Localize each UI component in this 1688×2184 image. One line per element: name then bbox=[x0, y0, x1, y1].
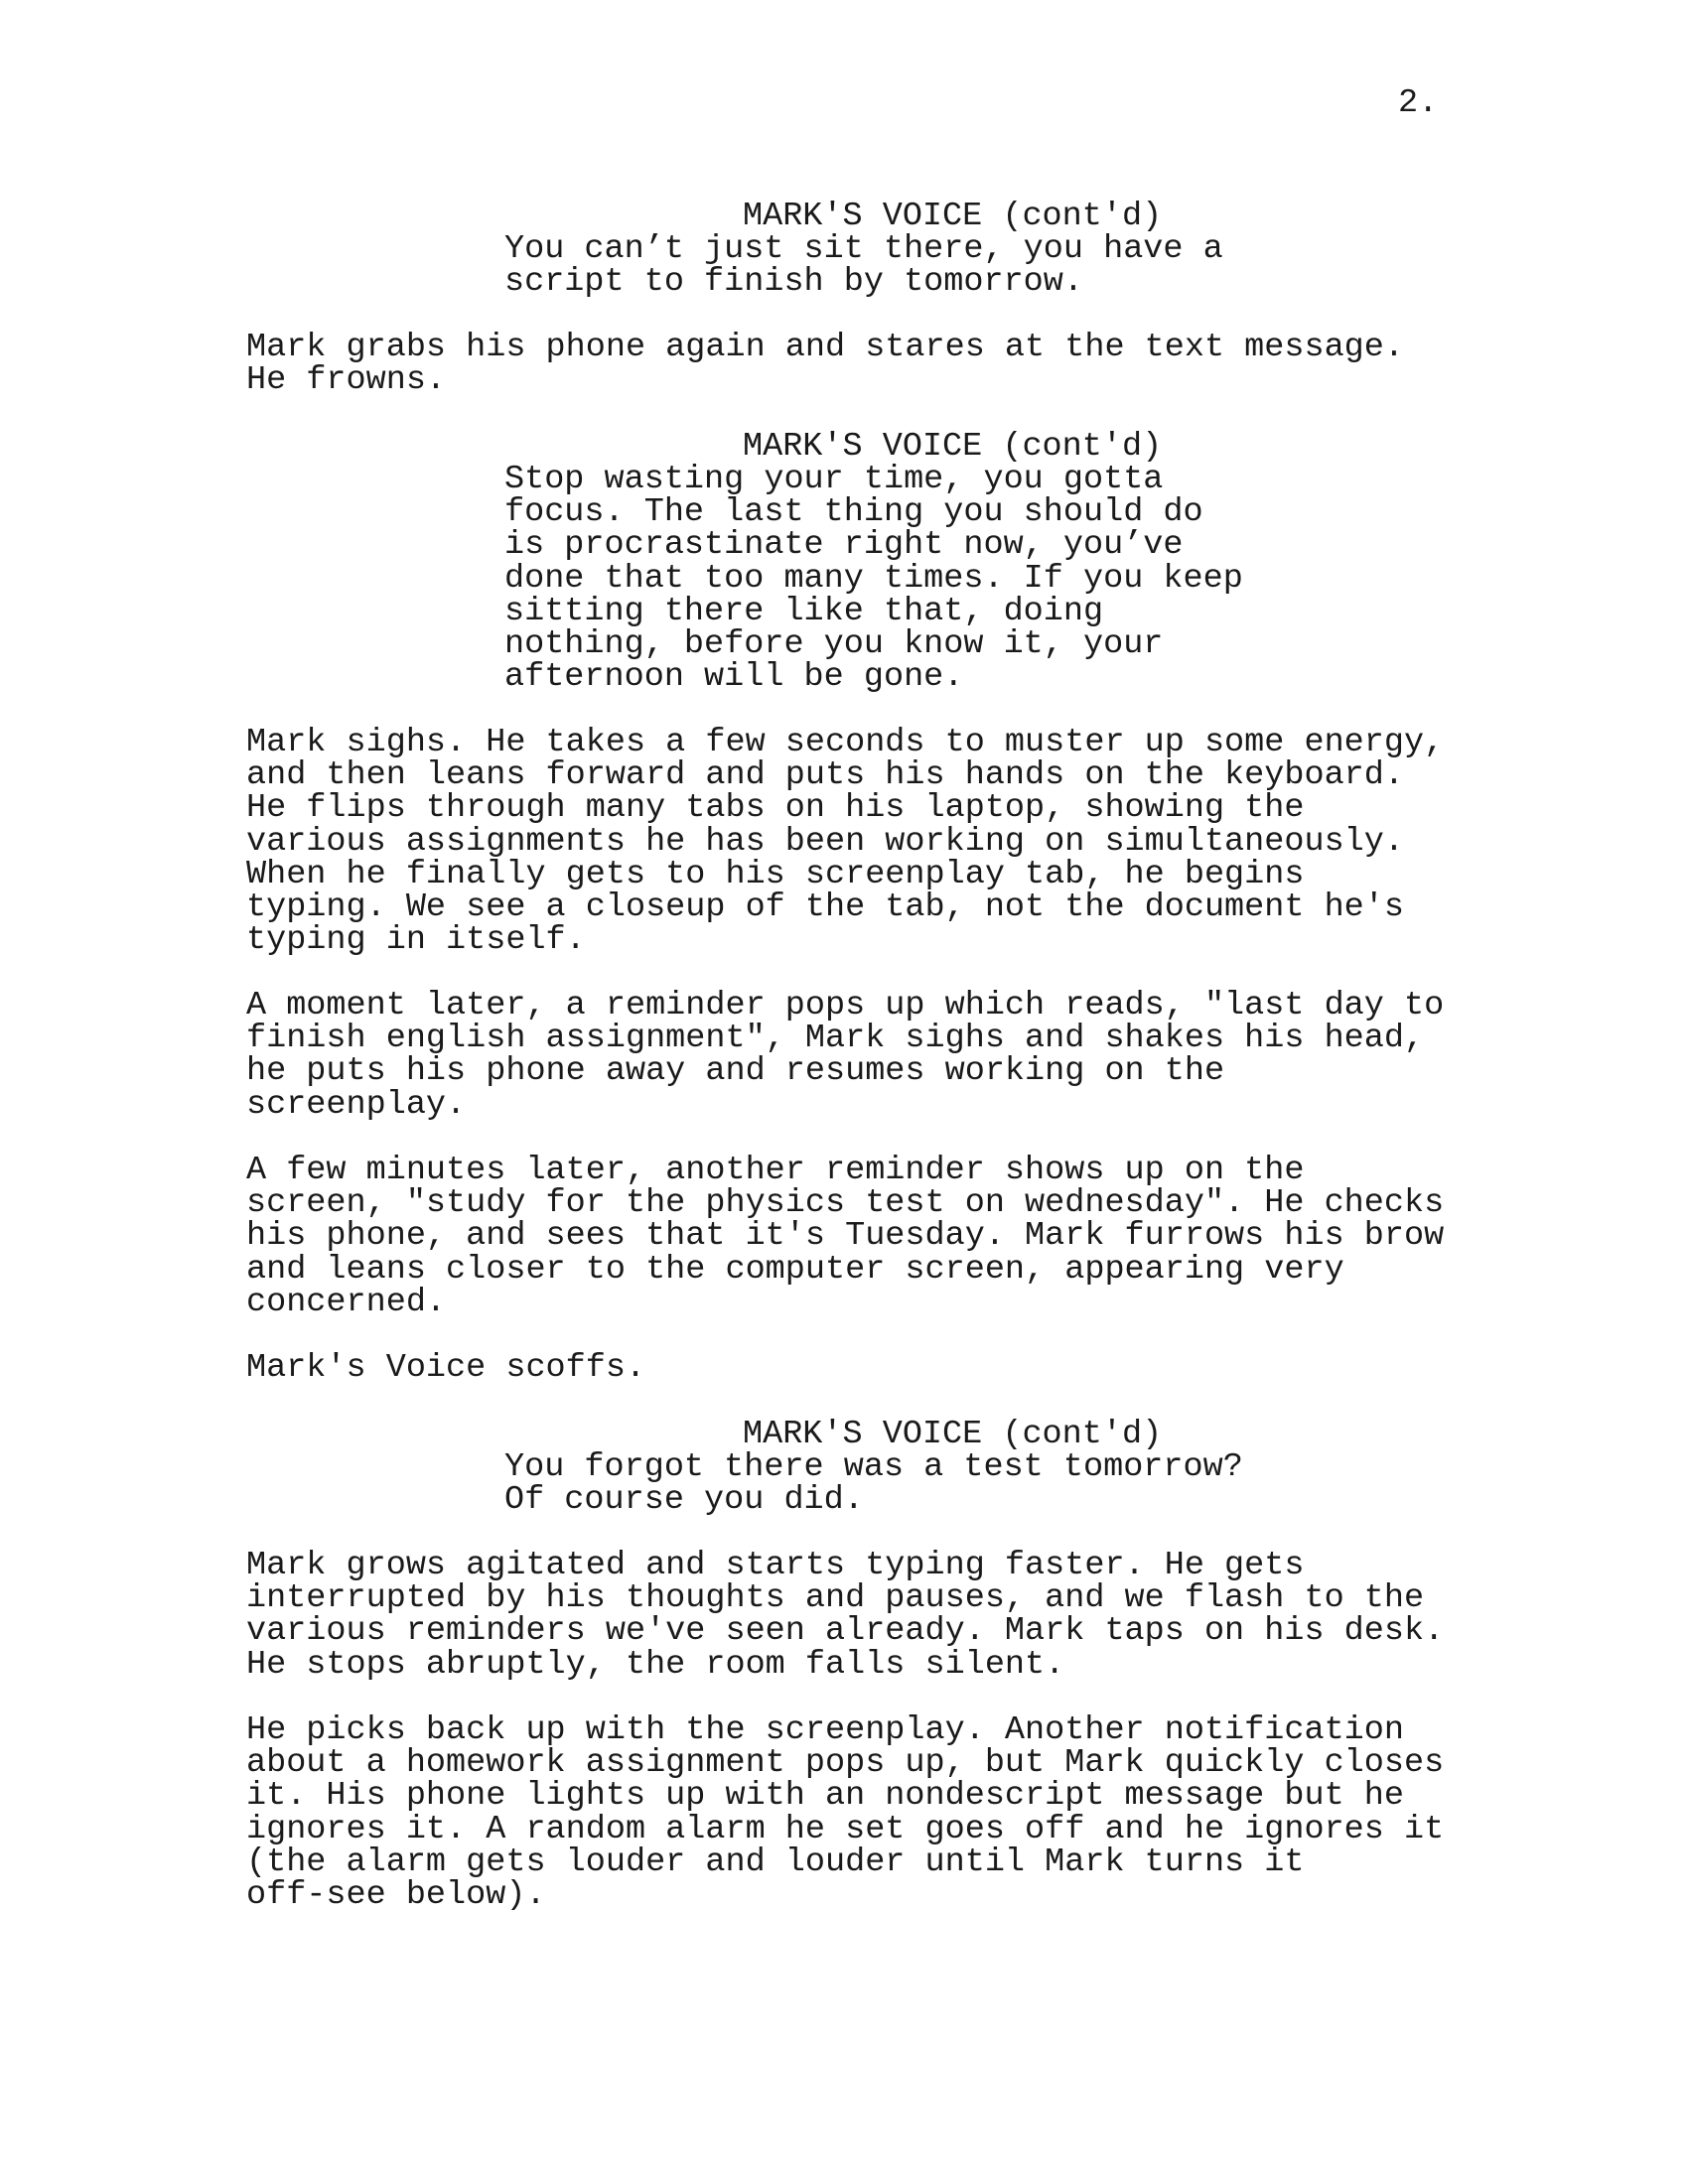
dialogue: You can’t just sit there, you have a script to finish by tomorrow. bbox=[504, 230, 1223, 302]
dialogue: Stop wasting your time, you gotta focus. The last thing you should do is procrastinate right now, you’ve done that too many times. If you keep sitting there like that, doing nothing, before you know it, your afternoon will be gone. bbox=[504, 461, 1243, 697]
dialogue: You forgot there was a test tomorrow? Of course you did. bbox=[504, 1448, 1243, 1520]
action-paragraph: Mark sighs. He takes a few seconds to muster up some energy, and then leans forward and puts his hands on the keyboard. He flips through many tabs on his laptop, showing the various assignments he has been working on simultaneously. When he finally gets to his screenplay tab, he begins typing. We see a closeup of the tab, not the document he's typing in itself. bbox=[246, 724, 1445, 960]
page-number: 2. bbox=[1398, 84, 1439, 122]
character-cue: MARK'S VOICE (cont'd) bbox=[743, 1416, 1163, 1453]
action-paragraph: Mark grows agitated and starts typing faster. He gets interrupted by his thoughts and pauses, and we flash to the various reminders we've seen already. Mark taps on his desk. He stops abruptly, the room falls silent. bbox=[246, 1547, 1445, 1684]
action-paragraph: A moment later, a reminder pops up which reads, "last day to finish english assignment", Mark sighs and shakes his head, he puts his phone away and resumes working on the screenplay. bbox=[246, 987, 1445, 1124]
action-paragraph: Mark's Voice scoffs. bbox=[246, 1349, 646, 1387]
character-cue: MARK'S VOICE (cont'd) bbox=[743, 428, 1163, 466]
character-cue: MARK'S VOICE (cont'd) bbox=[743, 198, 1163, 235]
action-paragraph: He picks back up with the screenplay. Another notification about a homework assignment pops up, but Mark quickly closes it. His phone lights up with an nondescript message but he ignores it. A random alarm he set goes off and he ignores it (the alarm gets louder and louder until Mark turns it off-see below). bbox=[246, 1711, 1445, 1915]
action-paragraph: A few minutes later, another reminder shows up on the screen, "study for the physics test on wednesday". He checks his phone, and sees that it's Tuesday. Mark furrows his brow and leans closer to the computer screen, appearing very concerned. bbox=[246, 1152, 1445, 1321]
action-paragraph: Mark grabs his phone again and stares at the text message. He frowns. bbox=[246, 329, 1404, 400]
